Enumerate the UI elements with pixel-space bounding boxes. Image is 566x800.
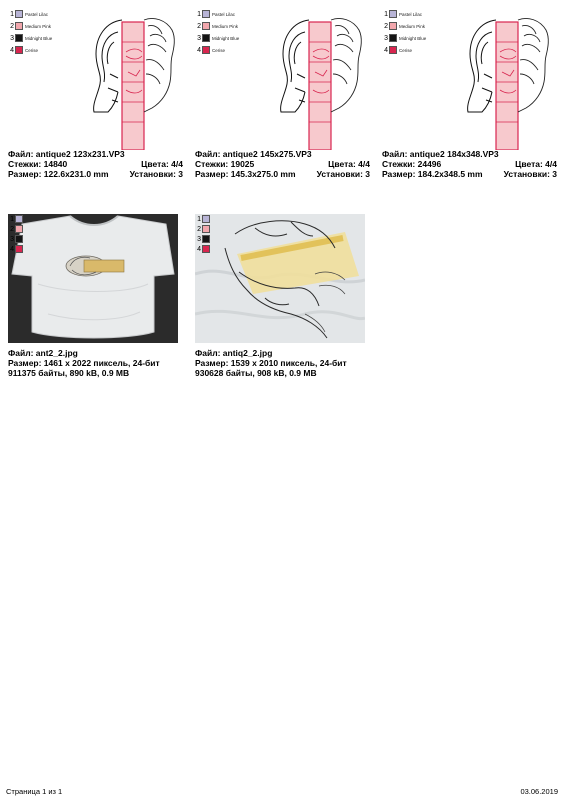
color-swatch [15, 225, 23, 233]
legend-row: 2 [195, 224, 210, 234]
photo-caption [8, 348, 183, 378]
closeup-photo-image [195, 214, 365, 343]
legend-row: 2 [8, 224, 23, 234]
color-swatch [15, 34, 23, 42]
color-swatch [202, 215, 210, 223]
color-swatch [389, 34, 397, 42]
design-caption [195, 149, 370, 179]
color-swatch [202, 22, 210, 30]
legend-row: 3 Midnight Blue [197, 34, 240, 42]
legend-row: 2 Medium Pink [384, 22, 426, 30]
color-swatch [15, 10, 23, 18]
page-number: Страница 1 из 1 [6, 787, 63, 796]
color-swatch [15, 22, 23, 30]
file-name: Файл: antique2 145x275.VP3 [195, 149, 312, 159]
photo-card-1 [8, 214, 183, 384]
file-size: 911375 байты, 890 kB, 0.9 MB [8, 368, 130, 378]
print-date: 03.06.2019 [520, 787, 558, 796]
file-name: Файл: antiq2_2.jpg [195, 348, 273, 358]
color-swatch [15, 46, 23, 54]
color-swatch [389, 10, 397, 18]
photo-caption [195, 348, 370, 378]
legend-row: 1 Pastel Lilac [384, 10, 423, 18]
embroidery-design-preview [88, 12, 178, 150]
color-swatch [15, 235, 23, 243]
design-size: Размер: 122.6x231.0 mm [8, 169, 109, 179]
stop-count: Установки: 3 [129, 169, 183, 179]
legend-row: 4 Cerise [10, 46, 39, 54]
color-swatch [389, 46, 397, 54]
file-name: Файл: antique2 184x348.VP3 [382, 149, 499, 159]
color-swatch [202, 10, 210, 18]
design-card-1 [8, 8, 183, 183]
color-count: Цвета: 4/4 [141, 159, 183, 169]
color-swatch [202, 235, 210, 243]
legend-row: 3 Midnight Blue [384, 34, 427, 42]
design-card-2 [195, 8, 370, 183]
legend-row: 1 Pastel Lilac [197, 10, 236, 18]
legend-row: 2 Medium Pink [197, 22, 239, 30]
color-swatch [15, 245, 23, 253]
color-swatch [202, 46, 210, 54]
stop-count: Установки: 3 [503, 169, 557, 179]
stop-count: Установки: 3 [316, 169, 370, 179]
color-swatch [202, 245, 210, 253]
embroidery-design-preview [275, 12, 365, 150]
stitch-count: Стежки: 19025 [195, 159, 255, 169]
embroidery-photo [195, 214, 365, 343]
color-legend [195, 8, 239, 56]
legend-row: 4 [195, 244, 210, 254]
color-legend [8, 8, 52, 56]
design-card-3 [382, 8, 557, 183]
color-swatch [389, 22, 397, 30]
color-swatch [202, 225, 210, 233]
color-swatch [202, 34, 210, 42]
legend-row: 3 Midnight Blue [10, 34, 53, 42]
embroidery-photo [8, 214, 178, 343]
color-count: Цвета: 4/4 [515, 159, 557, 169]
legend-row: 3 [195, 234, 210, 244]
image-dimensions: Размер: 1461 x 2022 пиксель, 24-бит [8, 358, 160, 368]
tshirt-photo-image [8, 214, 178, 343]
color-count: Цвета: 4/4 [328, 159, 370, 169]
color-legend [8, 214, 23, 254]
legend-row: 2 Medium Pink [10, 22, 52, 30]
image-dimensions: Размер: 1539 x 2010 пиксель, 24-бит [195, 358, 347, 368]
legend-row: 1 [8, 214, 23, 224]
color-legend [195, 214, 210, 254]
legend-row: 1 [195, 214, 210, 224]
legend-row: 3 [8, 234, 23, 244]
design-caption [382, 149, 557, 179]
color-legend [382, 8, 426, 56]
legend-row: 4 Cerise [384, 46, 413, 54]
file-name: Файл: ant2_2.jpg [8, 348, 78, 358]
design-size: Размер: 145.3x275.0 mm [195, 169, 296, 179]
legend-row: 1 Pastel Lilac [10, 10, 49, 18]
photo-card-2 [195, 214, 370, 384]
file-size: 930628 байты, 908 kB, 0.9 MB [195, 368, 317, 378]
file-name: Файл: antique2 123x231.VP3 [8, 149, 125, 159]
stitch-count: Стежки: 14840 [8, 159, 68, 169]
stitch-count: Стежки: 24496 [382, 159, 442, 169]
legend-row: 4 [8, 244, 23, 254]
design-caption [8, 149, 183, 179]
design-size: Размер: 184.2x348.5 mm [382, 169, 483, 179]
legend-row: 4 Cerise [197, 46, 226, 54]
color-swatch [15, 215, 23, 223]
embroidery-design-preview [462, 12, 552, 150]
